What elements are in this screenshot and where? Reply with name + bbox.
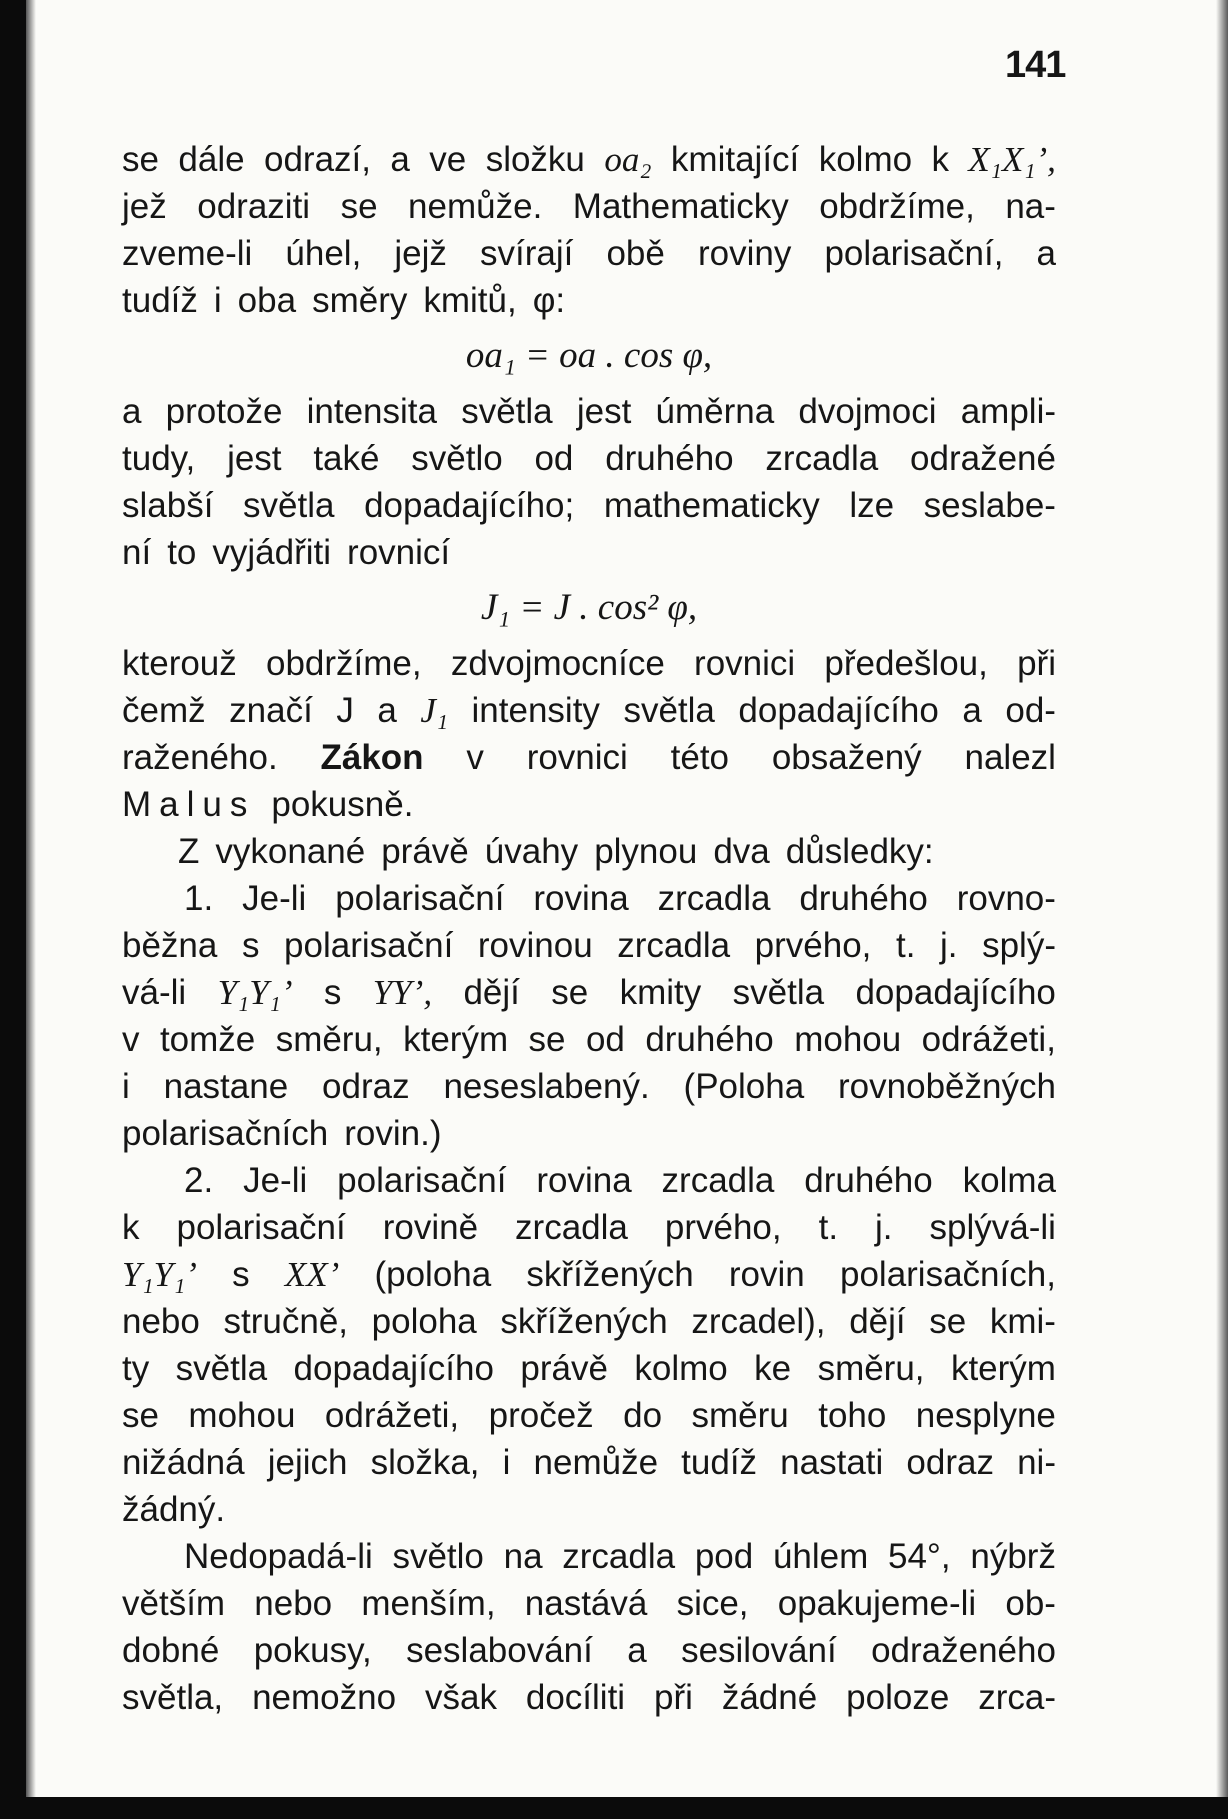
word: s [323, 973, 342, 1012]
text-line [122, 1251, 1056, 1298]
word: do [623, 1396, 663, 1435]
word: úhlem [772, 1537, 869, 1576]
word: rovno- [956, 879, 1056, 918]
word: ampli- [960, 392, 1056, 431]
word: slabší [122, 486, 214, 525]
word: rovina [536, 1161, 632, 1200]
word: neseslabený. [443, 1067, 650, 1106]
word: kmitající [670, 140, 800, 179]
word: (Poloha [683, 1067, 805, 1106]
word: složka, [370, 1443, 480, 1482]
word: a [627, 1631, 647, 1670]
text-line [122, 277, 1056, 324]
word: jež [122, 187, 167, 226]
word: YY’, [372, 973, 433, 1012]
word: polarisační [176, 1208, 346, 1247]
word: ve [429, 140, 467, 179]
word: nesplyne [915, 1396, 1056, 1435]
page-number: 141 [1005, 44, 1066, 86]
word: j. [875, 1208, 893, 1247]
word: a [962, 691, 982, 730]
word: zrcadla [657, 879, 771, 918]
text-line [122, 576, 1056, 640]
word: odraženého [871, 1631, 1056, 1670]
word: na- [1005, 187, 1056, 226]
word: důsledky: [785, 832, 934, 871]
word: této [670, 738, 730, 777]
word: dějí [463, 973, 520, 1012]
word: mathematicky [603, 486, 820, 525]
word: opakujeme-li [777, 1584, 977, 1623]
word: zrcadla [661, 1161, 775, 1200]
word: polarisačních [122, 1114, 329, 1153]
word: tudíž [681, 1443, 758, 1482]
word: dopadajícího [293, 1349, 494, 1388]
word: lze [849, 486, 895, 525]
scan-left-edge [0, 0, 26, 1819]
word: odraz [322, 1067, 410, 1106]
word: J₁ = J . cos² φ, [480, 587, 698, 628]
word: úhel, [285, 234, 362, 273]
word: nemůže. [408, 187, 543, 226]
word: s [232, 1255, 250, 1294]
word: oba [237, 281, 297, 320]
word: zveme-li [122, 234, 253, 273]
word: a [1036, 234, 1056, 273]
word: prvého, [664, 1208, 782, 1247]
word: (poloha [374, 1255, 492, 1294]
word: odraziti [197, 187, 311, 226]
word: od [585, 1020, 625, 1059]
word: mohou [188, 1396, 296, 1435]
word: pokusy, [253, 1631, 372, 1670]
word: obdržíme, [819, 187, 975, 226]
word: k [931, 140, 949, 179]
word: dějí [849, 1302, 906, 1341]
word: plynou [594, 832, 698, 871]
word: odražené [910, 439, 1056, 478]
word: dopadajícího; [364, 486, 575, 525]
word: mohou [794, 1020, 902, 1059]
word: rovinou [477, 926, 593, 965]
text-line [122, 1580, 1056, 1627]
word: odrazí, [263, 140, 371, 179]
word: t. [895, 926, 916, 965]
word: rovin [728, 1255, 805, 1294]
text-line [122, 136, 1056, 183]
word: intensita [306, 392, 437, 431]
word: Mathematicky [572, 187, 789, 226]
word: nebo [122, 1302, 200, 1341]
text-line [122, 922, 1056, 969]
word: právě [520, 1349, 608, 1388]
word: světla [623, 691, 715, 730]
word: k [122, 1208, 140, 1247]
scan-right-edge [1216, 0, 1228, 1819]
text-line [122, 435, 1056, 482]
word: intensity [471, 691, 600, 730]
text-line [122, 1157, 1056, 1204]
text-line [122, 1204, 1056, 1251]
word: menším, [361, 1584, 496, 1623]
text-line [122, 1439, 1056, 1486]
word: odrážeti, [324, 1396, 460, 1435]
word: poloha [371, 1302, 477, 1341]
text-line [122, 1392, 1056, 1439]
word: nastává [524, 1584, 648, 1623]
word: odrážeti, [921, 1020, 1056, 1059]
word: sice, [676, 1584, 749, 1623]
word: i [213, 281, 222, 320]
word: roviny [697, 234, 792, 273]
word: rovnici [694, 644, 796, 683]
word: oa₁ = oa . cos φ, [465, 335, 713, 376]
word: pod [694, 1537, 754, 1576]
word: předešlou, [824, 644, 988, 683]
word: polarisační [337, 1161, 507, 1200]
word: splý- [982, 926, 1056, 965]
word: svírají [480, 234, 574, 273]
word: právě [381, 832, 469, 871]
word: se [122, 1396, 159, 1435]
word: druhého [804, 1161, 933, 1200]
word: polarisačních, [839, 1255, 1056, 1294]
word: při [1017, 644, 1056, 683]
word: i [502, 1443, 511, 1482]
text-line [122, 230, 1056, 277]
word: t. [818, 1208, 839, 1247]
word: světla [243, 486, 335, 525]
word: nastati [780, 1443, 884, 1482]
word: dva [713, 832, 770, 871]
word: kolma [962, 1161, 1056, 1200]
word: nalezl [964, 738, 1056, 777]
word: na [503, 1537, 543, 1576]
word: větším [122, 1584, 226, 1623]
word: φ: [532, 281, 566, 320]
word: zrcadla [765, 439, 879, 478]
word: jest [576, 392, 632, 431]
word: Nedopadá-li [184, 1537, 373, 1576]
word: Z [178, 832, 200, 871]
scan-bottom-edge [0, 1797, 1228, 1819]
word: od [534, 439, 574, 478]
word: obsažený [771, 738, 922, 777]
word: tudíž [122, 281, 198, 320]
word: raženého. [122, 738, 278, 777]
word: v [466, 738, 484, 777]
word: docíliti [525, 1678, 626, 1717]
word: vyjádřiti [212, 533, 332, 572]
word: zrcadla [617, 926, 731, 965]
word: kmi- [989, 1302, 1056, 1341]
word: obdržíme, [266, 644, 422, 683]
word: směru [691, 1396, 789, 1435]
word: dále [178, 140, 245, 179]
text-line [122, 1298, 1056, 1345]
word: stručně, [223, 1302, 349, 1341]
word: rovina [533, 879, 629, 918]
word: kolmo [634, 1349, 728, 1388]
word: prvého, [754, 926, 872, 965]
word: se [929, 1302, 967, 1341]
word: světla [175, 1349, 268, 1388]
word: dobné [122, 1631, 220, 1670]
word: kterým [950, 1349, 1056, 1388]
text-line [122, 687, 1056, 734]
word: světla [461, 392, 553, 431]
text-line [122, 482, 1056, 529]
word: také [313, 439, 380, 478]
word: směry [312, 281, 408, 320]
text-line [122, 324, 1056, 388]
word: XX’ [284, 1255, 340, 1294]
word: se [340, 187, 378, 226]
word: obě [606, 234, 665, 273]
word: Je-li [242, 879, 307, 918]
word: druhého [799, 879, 928, 918]
text-line [122, 1016, 1056, 1063]
word: druhého [605, 439, 734, 478]
word: nemůže [533, 1443, 659, 1482]
word: X₁X₁’, [968, 140, 1056, 179]
word: úvahy [484, 832, 579, 871]
text-line [122, 1063, 1056, 1110]
word: při [654, 1678, 693, 1717]
word: zdvojmocníce [450, 644, 665, 683]
word: to [167, 533, 197, 572]
word: světla, [122, 1678, 224, 1717]
word: kterým [403, 1020, 509, 1059]
word: směru, [275, 1020, 383, 1059]
text-line [122, 1110, 1056, 1157]
word: polarisační [335, 879, 505, 918]
word: splývá-li [929, 1208, 1056, 1247]
word: rovnoběžných [838, 1067, 1056, 1106]
word: odraz [906, 1443, 994, 1482]
word: nýbrž [970, 1537, 1056, 1576]
word: zrcadel), [691, 1302, 826, 1341]
word: s [241, 926, 260, 965]
word: polarisační [284, 926, 454, 965]
word: sesilování [681, 1631, 837, 1670]
word: Je-li [243, 1161, 308, 1200]
word: ni- [1017, 1443, 1056, 1482]
word: Malus [122, 785, 256, 824]
word: se [551, 973, 589, 1012]
text-line [122, 1674, 1056, 1721]
word: rovině [382, 1208, 479, 1247]
text-line [122, 1627, 1056, 1674]
word: běžna [122, 926, 218, 965]
text-line [122, 875, 1056, 922]
word: ob- [1005, 1584, 1056, 1623]
text-line [122, 969, 1056, 1016]
word: světlo [411, 439, 503, 478]
word: toho [818, 1396, 887, 1435]
word: úměrna [655, 392, 775, 431]
word: Y₁Y₁’ [217, 973, 293, 1012]
word: kolmo [818, 140, 913, 179]
word: J [336, 691, 354, 730]
text-line [122, 1345, 1056, 1392]
word: J₁ [420, 691, 449, 730]
word: nastane [163, 1067, 289, 1106]
word: značí [229, 691, 313, 730]
word: žádné [721, 1678, 818, 1717]
text-line [122, 388, 1056, 435]
word: čemž [122, 691, 206, 730]
word: zrca- [978, 1678, 1056, 1717]
word: druhého [645, 1020, 774, 1059]
word: ní [122, 533, 152, 572]
word: zrcadla [515, 1208, 628, 1247]
word: od- [1005, 691, 1056, 730]
text-line [122, 640, 1056, 687]
word: v [122, 1020, 140, 1059]
word: seslabování [406, 1631, 593, 1670]
word: rovin.) [344, 1114, 442, 1153]
text-line [122, 529, 1056, 576]
text-line [122, 1486, 1056, 1533]
word: poloze [846, 1678, 950, 1717]
word: se [122, 140, 159, 179]
word: složku [485, 140, 585, 179]
word: kterouž [122, 644, 237, 683]
word: 54°, [888, 1537, 951, 1576]
word: jest [227, 439, 282, 478]
word: vykonané [215, 832, 366, 871]
word: zrcadla [562, 1537, 676, 1576]
word: tomže [159, 1020, 256, 1059]
word: seslabe- [923, 486, 1056, 525]
word: polarisační, [824, 234, 1004, 273]
text-line [122, 781, 1056, 828]
word: skřížených [500, 1302, 668, 1341]
word: jejž [394, 234, 447, 273]
word: pročež [488, 1396, 594, 1435]
word: světla [732, 973, 825, 1012]
word: jejich [267, 1443, 348, 1482]
word: 2. [184, 1161, 214, 1200]
word: i [122, 1067, 130, 1106]
word: se [528, 1020, 566, 1059]
word: j. [940, 926, 958, 965]
word: nižádná [122, 1443, 245, 1482]
word: a [122, 392, 142, 431]
text-line [122, 1533, 1056, 1580]
word: však [424, 1678, 497, 1717]
word: 1. [184, 879, 214, 918]
text-line [122, 183, 1056, 230]
word: dopadajícího [738, 691, 939, 730]
body-text [122, 136, 1056, 1721]
word: Y₁Y₁’ [122, 1255, 197, 1294]
text-line [122, 828, 1056, 875]
word: dopadajícího [855, 973, 1056, 1012]
word: skřížených [526, 1255, 694, 1294]
word: tudy, [122, 439, 196, 478]
word: žádný. [122, 1490, 226, 1529]
word: protože [165, 392, 283, 431]
scan-left-shadow [26, 0, 36, 1819]
word: rovnicí [347, 533, 451, 572]
word: nemožno [252, 1678, 397, 1717]
word: nebo [254, 1584, 333, 1623]
word: dvojmoci [798, 392, 937, 431]
word: ty [122, 1349, 150, 1388]
word: směru, [817, 1349, 925, 1388]
word: Zákon [320, 738, 424, 777]
word: a [390, 140, 410, 179]
word: pokusně. [271, 785, 414, 824]
word: a [377, 691, 397, 730]
word: světlo [392, 1537, 484, 1576]
word: kmity [619, 973, 702, 1012]
word: vá-li [122, 973, 187, 1012]
word: ke [754, 1349, 792, 1388]
word: oa₂ [604, 140, 652, 179]
text-line [122, 734, 1056, 781]
word: rovnici [526, 738, 628, 777]
word: kmitů, [423, 281, 517, 320]
